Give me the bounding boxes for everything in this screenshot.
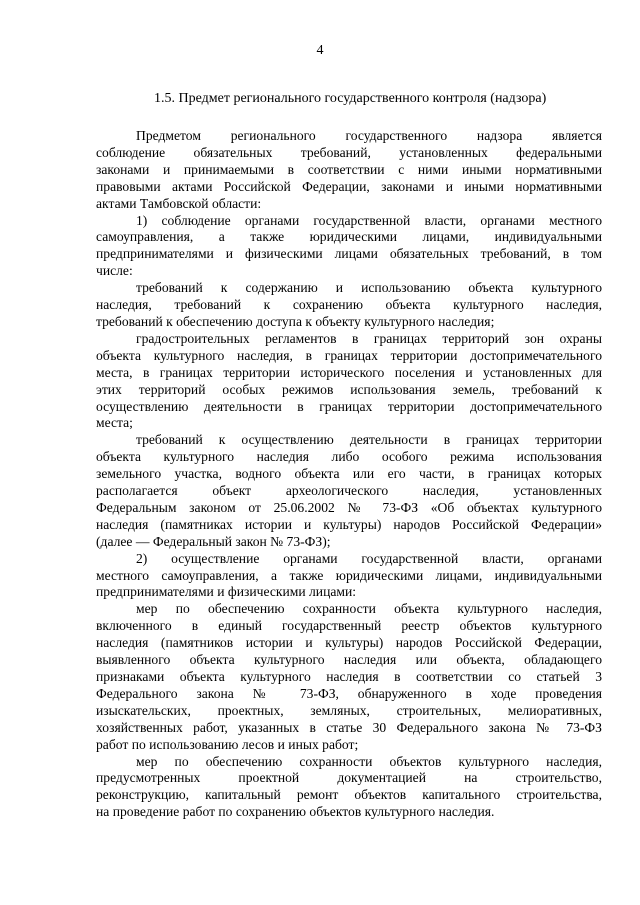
- text-line: числе:: [96, 263, 133, 279]
- text-line: включенного в единый государственный реестр объектов культурного: [96, 618, 602, 634]
- body-text: [96, 128, 602, 821]
- text-line: места;: [96, 415, 133, 431]
- page-number: 4: [316, 43, 324, 58]
- paragraph: [96, 128, 602, 213]
- paragraph: [96, 551, 602, 602]
- text-line: изыскательских, проектных, земляных, строительных, мелиоративных,: [96, 702, 602, 718]
- paragraph: [96, 432, 602, 550]
- text-line: реконструкцию, капитальный ремонт объектов капитального строительства,: [96, 787, 602, 803]
- text-line: требований к обеспечению доступа к объекту культурного наследия;: [96, 313, 495, 329]
- text-line: наследия (памятниках истории и культуры) народов Российской Федерации»: [96, 516, 602, 532]
- text-line: мер по обеспечению сохранности объекта культурного наследия,: [136, 601, 602, 617]
- text-line: требований к осуществлению деятельности в границах территории: [136, 432, 602, 448]
- text-line: градостроительных регламентов в границах территорий зон охраны: [136, 330, 602, 346]
- text-line: наследия (памятников истории и культуры) народов Российской Федерации,: [96, 635, 602, 651]
- text-line: 1) соблюдение органами государственной власти, органами местного: [136, 212, 602, 228]
- section-title: 1.5. Предмет регионального государственного контроля (надзора): [154, 91, 547, 106]
- text-line: предпринимателями и физическими лицами обязательных требований, в том: [96, 246, 602, 262]
- text-line: располагается объект археологического наследия, установленных: [96, 483, 602, 499]
- text-line: требований к содержанию и использованию объекта культурного: [136, 280, 602, 296]
- text-line: Предметом регионального государственного надзора является: [136, 128, 602, 143]
- text-line: Федеральным законом от 25.06.2002 № 73-ФЗ «Об объектах культурного: [96, 499, 602, 515]
- text-line: предпринимателями и физическими лицами:: [96, 584, 357, 600]
- text-line: земельного участка, водного объекта или его части, в границах которых: [96, 466, 602, 482]
- text-line: 2) осуществление органами государственной власти, органами: [136, 550, 602, 566]
- text-line: работ по использованию лесов и иных работ;: [96, 736, 359, 752]
- text-line: хозяйственных работ, указанных в статье 30 Федерального закона № 73-ФЗ: [96, 719, 602, 735]
- text-line: законами и принимаемыми в соответствии с ними иными нормативными: [96, 161, 602, 177]
- paragraph: [96, 280, 602, 331]
- text-line: на проведение работ по сохранению объектов культурного наследия.: [96, 804, 495, 820]
- text-line: признаками объекта культурного наследия в соответствии со статьей 3: [96, 669, 602, 684]
- text-line: предусмотренных проектной документацией на строительство,: [96, 770, 602, 786]
- text-line: осуществлению деятельности в границах территории достопримечательного: [96, 398, 602, 414]
- text-line: самоуправления, а также юридическими лицами, индивидуальными: [96, 229, 602, 245]
- text-line: места, в границах территории исторического поселения и установленных для: [96, 364, 602, 380]
- paragraph: [96, 754, 602, 822]
- text-line: местного самоуправления, а также юридическими лицами, индивидуальными: [96, 567, 602, 583]
- text-line: актами Тамбовской области:: [96, 195, 262, 211]
- paragraph: [96, 601, 602, 753]
- text-line: мер по обеспечению сохранности объектов культурного наследия,: [136, 753, 602, 769]
- text-line: Федерального закона № 73-ФЗ, обнаруженного в ходе проведения: [96, 685, 602, 701]
- text-line: правовыми актами Российской Федерации, законами и иными нормативными: [96, 178, 602, 194]
- text-line: соблюдение обязательных требований, установленных федеральными: [96, 144, 602, 160]
- text-line: этих территорий особых режимов использования земель, требований к: [96, 381, 602, 397]
- text-line: объекта культурного наследия либо особого режима использования: [96, 449, 602, 465]
- paragraph: [96, 331, 602, 432]
- text-line: (далее — Федеральный закон № 73-ФЗ);: [96, 533, 331, 549]
- text-line: выявленного объекта культурного наследия или объекта, обладающего: [96, 652, 602, 668]
- text-line: наследия, требований к сохранению объекта культурного наследия,: [96, 297, 602, 313]
- paragraph: [96, 213, 602, 281]
- text-line: объекта культурного наследия, в границах территории достопримечательного: [96, 347, 602, 363]
